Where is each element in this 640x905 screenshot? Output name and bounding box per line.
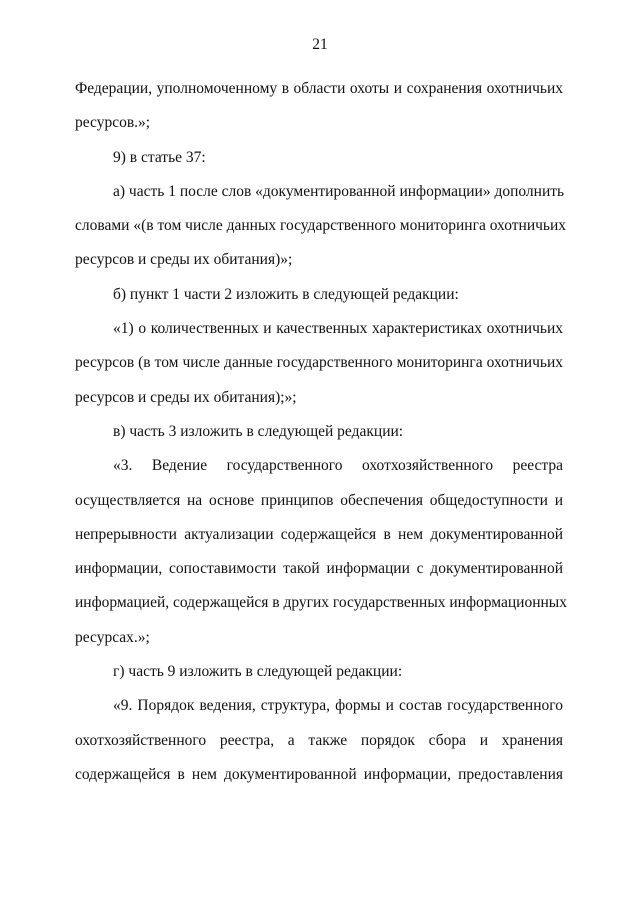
page-number: 21 xyxy=(312,36,328,53)
text-line: непрерывности актуализации содержащейся в нем документированной xyxy=(75,525,563,543)
text-line: Федерации, уполномоченному в области охоты и сохранения охотничьих xyxy=(75,80,563,97)
document-body xyxy=(75,72,567,792)
text-line: ресурсов и среды их обитания)»; xyxy=(75,251,293,269)
text-line: «3. Ведение государственного охотхозяйственного реестра xyxy=(113,457,563,475)
text-line: г) часть 9 изложить в следующей редакции: xyxy=(113,663,403,681)
text-line: охотхозяйственного реестра, а также порядок сбора и хранения xyxy=(75,731,563,749)
text-line: «1) о количественных и качественных характеристиках охотничьих xyxy=(113,320,563,338)
text-line: ресурсов.»; xyxy=(75,114,151,132)
text-line: 9) в статье 37: xyxy=(113,148,206,166)
text-line: осуществляется на основе принципов обеспечения общедоступности и xyxy=(75,491,563,509)
text-line: содержащейся в нем документированной информации, предоставления xyxy=(75,765,563,783)
text-line: словами «(в том числе данных государственного мониторинга охотничьих xyxy=(75,217,567,235)
text-line: а) часть 1 после слов «документированной информации» дополнить xyxy=(113,182,565,200)
text-line: в) часть 3 изложить в следующей редакции: xyxy=(113,422,404,440)
text-line: «9. Порядок ведения, структура, формы и состав государственного xyxy=(113,697,563,715)
text-line: информацией, содержащейся в других государственных информационных xyxy=(75,594,567,612)
text-line: ресурсов и среды их обитания);»; xyxy=(75,388,297,406)
text-line: информации, сопоставимости такой информации с документированной xyxy=(75,560,563,578)
text-line: ресурсов (в том числе данные государственного мониторинга охотничьих xyxy=(75,354,563,372)
text-line: б) пункт 1 части 2 изложить в следующей редакции: xyxy=(113,285,459,303)
text-line: ресурсах.»; xyxy=(75,628,150,646)
